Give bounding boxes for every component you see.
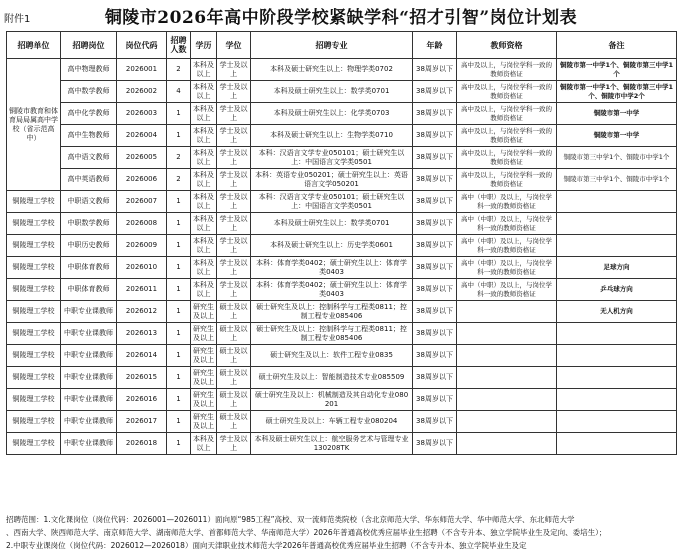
degree-cell: 硕士及以上 <box>217 345 251 367</box>
table-row <box>7 367 677 389</box>
position-cell: 高中数学教师 <box>61 81 117 103</box>
major-cell: 本科及硕士研究生以上：历史学类0601 <box>251 235 413 257</box>
remarks-cell <box>557 323 677 345</box>
table-row <box>7 433 677 455</box>
qualification-cell: 高中及以上，与岗位学科一致的教师资格证 <box>457 59 557 81</box>
degree-cell: 学士及以上 <box>217 257 251 279</box>
education-cell: 本科及以上 <box>191 191 217 213</box>
major-cell: 硕士研究生及以上：智能制造技术专业085509 <box>251 367 413 389</box>
education-cell: 本科及以上 <box>191 235 217 257</box>
major-cell: 硕士研究生及以上：车辆工程专业080204 <box>251 411 413 433</box>
count-cell: 1 <box>167 235 191 257</box>
count-cell: 4 <box>167 81 191 103</box>
position-cell: 中职体育教师 <box>61 257 117 279</box>
remarks-cell <box>557 389 677 411</box>
unit-cell: 铜陵理工学校 <box>7 433 61 455</box>
age-cell: 38周岁以下 <box>413 235 457 257</box>
count-cell: 1 <box>167 389 191 411</box>
position-cell: 中职专业课教师 <box>61 323 117 345</box>
column-header-remarks: 备注 <box>557 32 677 59</box>
count-cell: 1 <box>167 433 191 455</box>
education-cell: 本科及以上 <box>191 125 217 147</box>
position-cell: 中职专业课教师 <box>61 367 117 389</box>
code-cell: 2026001 <box>117 59 167 81</box>
major-cell: 本科：汉语言文学专业050101；硕士研究生以上：中国语言文学类0501 <box>251 147 413 169</box>
degree-cell: 学士及以上 <box>217 235 251 257</box>
remarks-cell: 铜陵市第一中学1个、铜陵市第三中学1个 <box>557 59 677 81</box>
code-cell: 2026006 <box>117 169 167 191</box>
code-cell: 2026014 <box>117 345 167 367</box>
age-cell: 38周岁以下 <box>413 257 457 279</box>
age-cell: 38周岁以下 <box>413 59 457 81</box>
major-cell: 本科及硕士研究生以上：物理学类0702 <box>251 59 413 81</box>
qualification-cell: 高中及以上，与岗位学科一致的教师资格证 <box>457 169 557 191</box>
count-cell: 1 <box>167 257 191 279</box>
education-cell: 研究生及以上 <box>191 323 217 345</box>
annex-label: 附件1 <box>4 14 31 25</box>
table-row <box>7 191 677 213</box>
age-cell: 38周岁以下 <box>413 301 457 323</box>
major-cell: 本科：体育学类0402；硕士研究生以上：体育学类0403 <box>251 257 413 279</box>
recruitment-plan-table <box>6 31 677 455</box>
table-row <box>7 301 677 323</box>
degree-cell: 学士及以上 <box>217 191 251 213</box>
page-title: 铜陵市2026年高中阶段学校紧缺学科“招才引智”岗位计划表 <box>104 8 578 28</box>
code-cell: 2026013 <box>117 323 167 345</box>
count-cell: 2 <box>167 59 191 81</box>
age-cell: 38周岁以下 <box>413 103 457 125</box>
age-cell: 38周岁以下 <box>413 279 457 301</box>
code-cell: 2026018 <box>117 433 167 455</box>
code-cell: 2026004 <box>117 125 167 147</box>
degree-cell: 学士及以上 <box>217 147 251 169</box>
position-cell: 高中语文教师 <box>61 147 117 169</box>
count-cell: 2 <box>167 169 191 191</box>
degree-cell: 硕士及以上 <box>217 367 251 389</box>
education-cell: 本科及以上 <box>191 147 217 169</box>
remarks-cell: 铜陵市第三中学1个、铜陵市中学1个 <box>557 169 677 191</box>
table-row <box>7 125 677 147</box>
column-header-count: 招聘人数 <box>167 32 191 59</box>
count-cell: 1 <box>167 367 191 389</box>
major-cell: 本科：英语专业050201；硕士研究生以上：英语语言文学050201 <box>251 169 413 191</box>
column-header-age: 年龄 <box>413 32 457 59</box>
count-cell: 1 <box>167 323 191 345</box>
qualification-cell <box>457 345 557 367</box>
age-cell: 38周岁以下 <box>413 213 457 235</box>
major-cell: 本科及硕士研究生以上：化学类0703 <box>251 103 413 125</box>
major-cell: 硕士研究生及以上：控制科学与工程类0811；控制工程专业085406 <box>251 323 413 345</box>
education-cell: 研究生及以上 <box>191 367 217 389</box>
code-cell: 2026012 <box>117 301 167 323</box>
table-row <box>7 59 677 81</box>
unit-cell: 铜陵理工学校 <box>7 257 61 279</box>
qualification-cell: 高中及以上，与岗位学科一致的教师资格证 <box>457 125 557 147</box>
table-row <box>7 103 677 125</box>
major-cell: 本科：汉语言文学专业050101；硕士研究生以上：中国语言文学类0501 <box>251 191 413 213</box>
position-cell: 中职专业课教师 <box>61 411 117 433</box>
table-row <box>7 279 677 301</box>
position-cell: 中职专业课教师 <box>61 433 117 455</box>
remarks-cell: 乒乓球方向 <box>557 279 677 301</box>
column-header-degree: 学位 <box>217 32 251 59</box>
position-cell: 高中生物教师 <box>61 125 117 147</box>
remarks-cell <box>557 235 677 257</box>
qualification-cell: 高中（中职）及以上，与岗位学科一致的教师资格证 <box>457 279 557 301</box>
remarks-cell: 铜陵市第一中学1个、铜陵市第三中学1个、铜陵市中学2个 <box>557 81 677 103</box>
qualification-cell: 高中（中职）及以上，与岗位学科一致的教师资格证 <box>457 235 557 257</box>
qualification-cell <box>457 389 557 411</box>
qualification-cell: 高中（中职）及以上，与岗位学科一致的教师资格证 <box>457 191 557 213</box>
age-cell: 38周岁以下 <box>413 367 457 389</box>
degree-cell: 学士及以上 <box>217 59 251 81</box>
qualification-cell: 高中（中职）及以上，与岗位学科一致的教师资格证 <box>457 257 557 279</box>
remarks-cell <box>557 367 677 389</box>
position-cell: 中职专业课教师 <box>61 345 117 367</box>
unit-cell: 铜陵理工学校 <box>7 411 61 433</box>
scope-line-2: 、西南大学、陕西师范大学、南京师范大学、湖南师范大学、首都师范大学、华南师范大学）2026年普通高校优秀应届毕业生招聘（不含专升本、独立学院毕业生及定向、委培生）； <box>6 528 607 537</box>
degree-cell: 学士及以上 <box>217 213 251 235</box>
remarks-cell <box>557 213 677 235</box>
degree-cell: 硕士及以上 <box>217 301 251 323</box>
education-cell: 研究生及以上 <box>191 345 217 367</box>
code-cell: 2026016 <box>117 389 167 411</box>
code-cell: 2026007 <box>117 191 167 213</box>
age-cell: 38周岁以下 <box>413 323 457 345</box>
remarks-cell <box>557 345 677 367</box>
age-cell: 38周岁以下 <box>413 191 457 213</box>
count-cell: 1 <box>167 411 191 433</box>
education-cell: 本科及以上 <box>191 279 217 301</box>
code-cell: 2026003 <box>117 103 167 125</box>
unit-cell: 铜陵理工学校 <box>7 389 61 411</box>
major-cell: 本科及硕士研究生以上：生物学类0710 <box>251 125 413 147</box>
unit-cell: 铜陵理工学校 <box>7 279 61 301</box>
count-cell: 1 <box>167 279 191 301</box>
education-cell: 本科及以上 <box>191 103 217 125</box>
education-cell: 研究生及以上 <box>191 389 217 411</box>
age-cell: 38周岁以下 <box>413 147 457 169</box>
position-cell: 中职数学教师 <box>61 213 117 235</box>
code-cell: 2026010 <box>117 257 167 279</box>
age-cell: 38周岁以下 <box>413 411 457 433</box>
unit-cell: 铜陵理工学校 <box>7 235 61 257</box>
count-cell: 1 <box>167 345 191 367</box>
degree-cell: 学士及以上 <box>217 279 251 301</box>
table-row <box>7 257 677 279</box>
table-row <box>7 235 677 257</box>
education-cell: 本科及以上 <box>191 257 217 279</box>
remarks-cell <box>557 191 677 213</box>
education-cell: 研究生及以上 <box>191 411 217 433</box>
count-cell: 2 <box>167 147 191 169</box>
column-header-education: 学历 <box>191 32 217 59</box>
position-cell: 高中英语教师 <box>61 169 117 191</box>
column-header-qualification: 教师资格 <box>457 32 557 59</box>
unit-cell: 铜陵理工学校 <box>7 323 61 345</box>
qualification-cell <box>457 323 557 345</box>
count-cell: 1 <box>167 213 191 235</box>
code-cell: 2026002 <box>117 81 167 103</box>
table-header-row <box>7 32 677 59</box>
major-cell: 本科：体育学类0402；硕士研究生以上：体育学类0403 <box>251 279 413 301</box>
position-cell: 中职历史教师 <box>61 235 117 257</box>
column-header-unit: 招聘单位 <box>7 32 61 59</box>
code-cell: 2026008 <box>117 213 167 235</box>
scope-line-1: 招聘范围：1.文化课岗位（岗位代码：2026001—2026011）面向原“985工程”高校、双一流师范类院校（含北京师范大学、华东师范大学、华中师范大学、东北师范大学 <box>6 515 575 524</box>
major-cell: 硕士研究生及以上：机械制造及其自动化专业080201 <box>251 389 413 411</box>
education-cell: 本科及以上 <box>191 169 217 191</box>
education-cell: 本科及以上 <box>191 213 217 235</box>
degree-cell: 硕士及以上 <box>217 411 251 433</box>
age-cell: 38周岁以下 <box>413 125 457 147</box>
qualification-cell: 高中（中职）及以上，与岗位学科一致的教师资格证 <box>457 213 557 235</box>
qualification-cell: 高中及以上，与岗位学科一致的教师资格证 <box>457 81 557 103</box>
table-row <box>7 389 677 411</box>
education-cell: 本科及以上 <box>191 59 217 81</box>
position-cell: 中职体育教师 <box>61 279 117 301</box>
unit-cell: 铜陵理工学校 <box>7 213 61 235</box>
unit-cell: 铜陵理工学校 <box>7 301 61 323</box>
table-row <box>7 411 677 433</box>
unit-cell: 铜陵理工学校 <box>7 191 61 213</box>
remarks-cell: 无人机方向 <box>557 301 677 323</box>
table-row <box>7 81 677 103</box>
position-cell: 高中物理教师 <box>61 59 117 81</box>
position-cell: 中职语文教师 <box>61 191 117 213</box>
major-cell: 硕士研究生及以上：软件工程专业0835 <box>251 345 413 367</box>
major-cell: 本科及硕士研究生以上：航空服务艺术与管理专业130208TK <box>251 433 413 455</box>
degree-cell: 学士及以上 <box>217 103 251 125</box>
position-cell: 高中化学教师 <box>61 103 117 125</box>
degree-cell: 硕士及以上 <box>217 389 251 411</box>
position-cell: 中职专业课教师 <box>61 389 117 411</box>
qualification-cell <box>457 433 557 455</box>
code-cell: 2026017 <box>117 411 167 433</box>
code-cell: 2026011 <box>117 279 167 301</box>
age-cell: 38周岁以下 <box>413 345 457 367</box>
code-cell: 2026015 <box>117 367 167 389</box>
qualification-cell <box>457 367 557 389</box>
position-cell: 中职专业课教师 <box>61 301 117 323</box>
count-cell: 1 <box>167 191 191 213</box>
count-cell: 1 <box>167 125 191 147</box>
age-cell: 38周岁以下 <box>413 169 457 191</box>
remarks-cell: 铜陵市第一中学 <box>557 103 677 125</box>
column-header-major: 招聘专业 <box>251 32 413 59</box>
code-cell: 2026009 <box>117 235 167 257</box>
scope-line-3: 2.中职专业课岗位（岗位代码：2026012—2026018）面向天津职业技术师范大学2026年普通高校优秀应届毕业生招聘（不含专升本、独立学院毕业生及定 <box>6 541 527 550</box>
table-row <box>7 147 677 169</box>
major-cell: 硕士研究生及以上：控制科学与工程类0811；控制工程专业085406 <box>251 301 413 323</box>
degree-cell: 硕士及以上 <box>217 323 251 345</box>
qualification-cell: 高中及以上，与岗位学科一致的教师资格证 <box>457 103 557 125</box>
education-cell: 本科及以上 <box>191 81 217 103</box>
degree-cell: 学士及以上 <box>217 81 251 103</box>
code-cell: 2026005 <box>117 147 167 169</box>
remarks-cell: 足球方向 <box>557 257 677 279</box>
count-cell: 1 <box>167 103 191 125</box>
column-header-code: 岗位代码 <box>117 32 167 59</box>
table-row <box>7 323 677 345</box>
education-cell: 本科及以上 <box>191 433 217 455</box>
age-cell: 38周岁以下 <box>413 81 457 103</box>
unit-cell: 铜陵理工学校 <box>7 345 61 367</box>
unit-cell: 铜陵理工学校 <box>7 367 61 389</box>
degree-cell: 学士及以上 <box>217 433 251 455</box>
major-cell: 本科及硕士研究生以上：数学类0701 <box>251 213 413 235</box>
unit-cell: 铜陵市教育和体育局局属高中学校（省示范高中） <box>7 59 61 191</box>
degree-cell: 学士及以上 <box>217 125 251 147</box>
education-cell: 研究生及以上 <box>191 301 217 323</box>
table-row <box>7 345 677 367</box>
table-row <box>7 169 677 191</box>
qualification-cell: 高中及以上，与岗位学科一致的教师资格证 <box>457 147 557 169</box>
column-header-position: 招聘岗位 <box>61 32 117 59</box>
remarks-cell: 铜陵市第三中学1个、铜陵市中学1个 <box>557 147 677 169</box>
remarks-cell: 铜陵市第一中学 <box>557 125 677 147</box>
table-row <box>7 213 677 235</box>
major-cell: 本科及硕士研究生以上：数学类0701 <box>251 81 413 103</box>
degree-cell: 学士及以上 <box>217 169 251 191</box>
count-cell: 1 <box>167 301 191 323</box>
age-cell: 38周岁以下 <box>413 389 457 411</box>
age-cell: 38周岁以下 <box>413 433 457 455</box>
remarks-cell <box>557 433 677 455</box>
qualification-cell <box>457 411 557 433</box>
remarks-cell <box>557 411 677 433</box>
qualification-cell <box>457 301 557 323</box>
recruitment-scope-notes <box>6 513 678 552</box>
